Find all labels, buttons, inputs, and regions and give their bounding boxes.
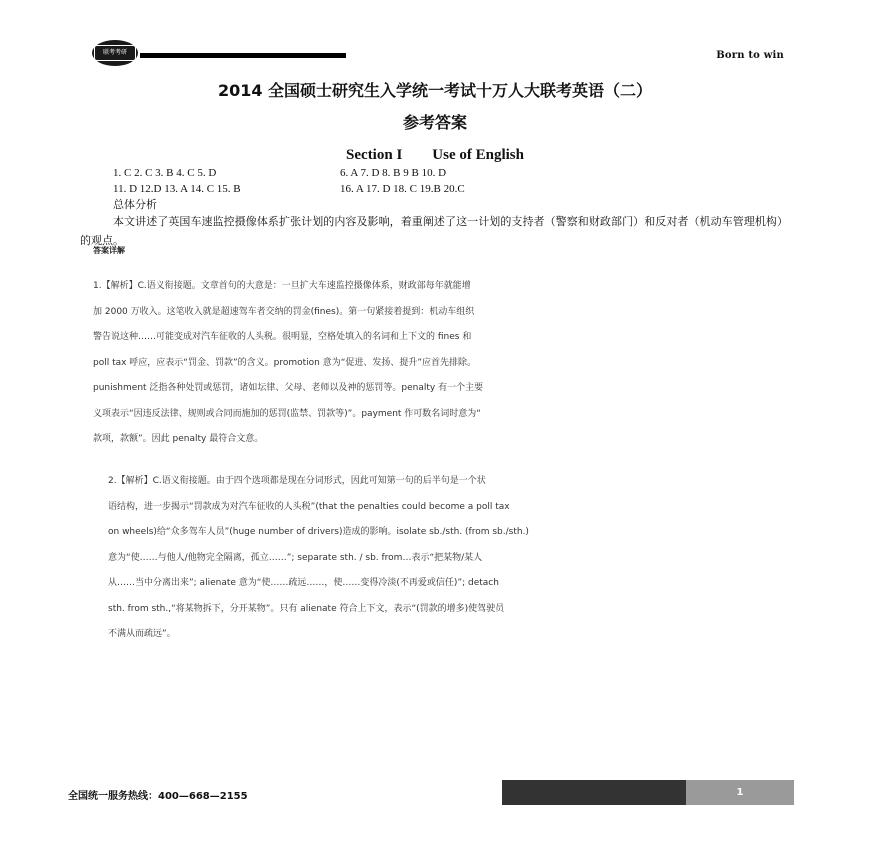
explanation-line: 义项表示“因违反法律、规则或合同而施加的惩罚(监禁、罚款等)”。payment 作可数名词时意为“	[93, 408, 481, 419]
answer-key	[113, 165, 465, 197]
section-part: Section I	[346, 147, 403, 163]
explanation-line: 警告说这种……可能变成对汽车征收的人头税。很明显，空格处填入的名词和上下文的 fines 和	[93, 332, 472, 342]
explanation-line: 2.【解析】C.语义衔接题。由于四个选项都是现在分词形式，因此可知第一句的后半句是一个状	[108, 476, 486, 486]
page-number: 1	[686, 780, 794, 805]
explanation-2	[108, 469, 683, 648]
explanation-line: on wheels)给“众多驾车人员”(huge number of drivers)造成的影响。isolate sb./sth. (from sb./sth.)	[108, 527, 529, 537]
explanation-line: 意为“使……与他人/他物完全隔离，孤立……”; separate sth. / sb. from…表示“把某物/某人	[108, 552, 483, 563]
footer-bar	[502, 780, 686, 805]
answers-6-10: 6. A 7. D 8. B 9 B 10. D	[340, 167, 447, 179]
overview-label: 总体分析	[113, 198, 157, 211]
header-rule	[140, 53, 346, 58]
answers-11-15: 11. D 12.D 13. A 14. C 15. B	[113, 183, 241, 195]
summary-paragraph: 本文讲述了英国车速监控摄像体系扩张计划的内容及影响，着重阐述了这一计划的支持者（警察和财政部门）和反对者（机动车管理机构）的观点。	[80, 215, 788, 247]
logo-text: 联考考研	[94, 45, 136, 61]
explanation-line: 从……当中分离出来”; alienate 意为“使……疏远……，使……变得冷淡(不再爱或信任)”; detach	[108, 578, 499, 588]
header-motto: Born to win	[716, 50, 784, 61]
page-subtitle: 参考答案	[402, 113, 467, 132]
answer-row	[113, 165, 465, 181]
answer-row	[113, 181, 465, 197]
explanation-line: 不满从而疏远”。	[108, 629, 176, 639]
service-hotline: 全国统一服务热线：400—668—2155	[68, 791, 248, 802]
answers-1-5: 1. C 2. C 3. B 4. C 5. D	[113, 167, 217, 179]
explanation-line: 加 2000 万收入。这笔收入就是超速驾车者交纳的罚金(fines)。第一句紧接着提到：机动车组织	[93, 306, 475, 317]
explanation-line: 1.【解析】C.语义衔接题。文章首句的大意是：一旦扩大车速监控摄像体系，财政部每年就能增	[93, 281, 471, 291]
section-heading	[0, 147, 870, 164]
explanation-line: 语结构，进一步揭示“罚款成为对汽车征收的人头税”(that the penalties could become a poll tax	[108, 501, 510, 512]
brand-logo	[92, 40, 138, 66]
page-title: 2014 全国硕士研究生入学统一考试十万人大联考英语（二）	[217, 81, 653, 100]
explanation-line: punishment 泛指各种处罚或惩罚，诸如坛律、父母、老师以及神的惩罚等。penalty 有一个主要	[93, 383, 484, 393]
explanation-line: poll tax 呼应，应表示“罚金、罚款”的含义。promotion 意为“促进、发扬、提升”应首先排除。	[93, 357, 477, 368]
detail-heading: 答案详解	[93, 246, 125, 255]
explanation-1	[93, 274, 683, 453]
explanation-line: 款项，款额”。因此 penalty 最符合文意。	[93, 434, 264, 444]
explanation-line: sth. from sth.,“将某物拆下，分开某物”。只有 alienate 符合上下文，表示“(罚款的增多)使驾驶员	[108, 603, 505, 614]
section-name: Use of English	[432, 147, 524, 163]
answers-16-20: 16. A 17. D 18. C 19.B 20.C	[340, 183, 465, 195]
